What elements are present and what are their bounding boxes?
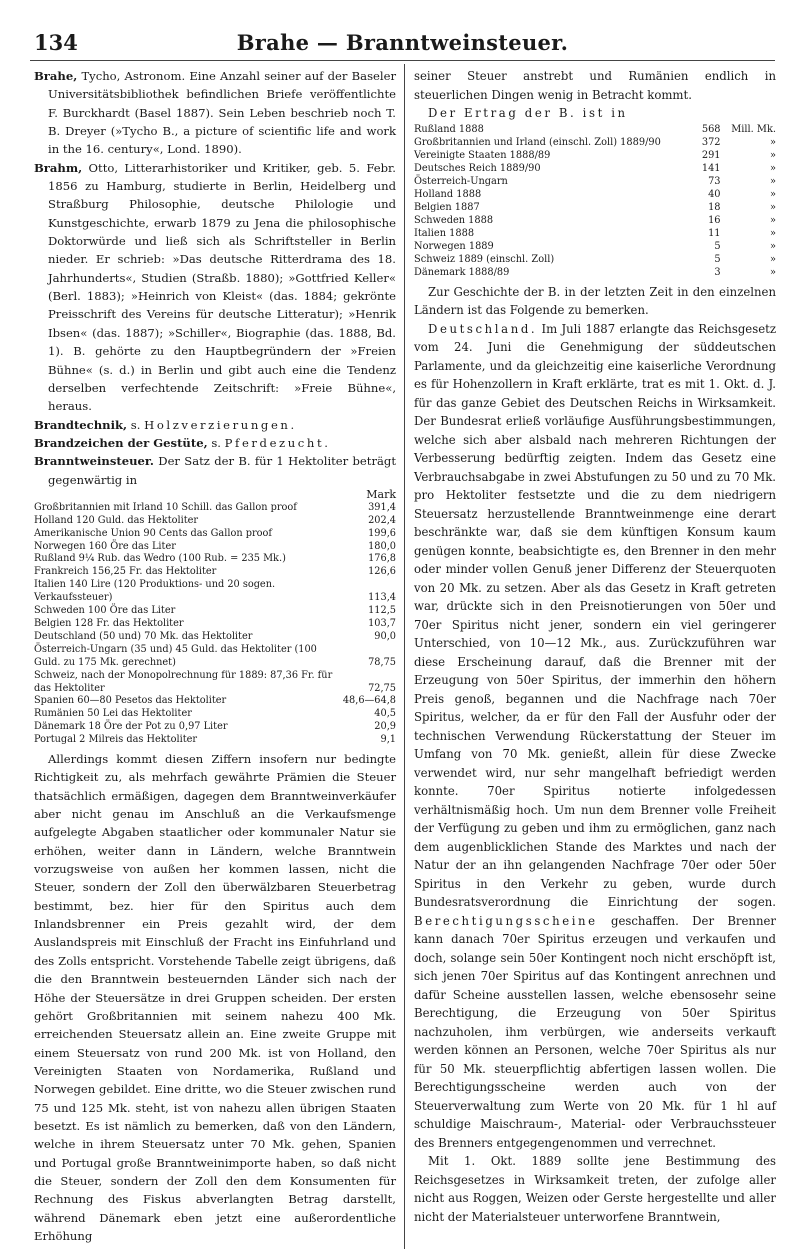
row-value: 40,5 <box>374 708 396 720</box>
row-label: Österreich-Ungarn (35 und) 45 Guld. das Hektoliter (100 Guld. zu 175 Mk. gerechnet) <box>34 643 317 668</box>
cross-reference: Pferdezucht <box>224 435 325 450</box>
spaced-term: Berechtigungsscheine <box>414 913 598 928</box>
row-unit: » <box>770 162 776 174</box>
row-unit: » <box>770 253 776 265</box>
entry-brahm <box>34 159 396 416</box>
row-label: Holland 120 Guld. das Hektoliter <box>34 514 199 526</box>
row-label: Frankreich 156,25 Fr. das Hektoliter <box>34 566 217 578</box>
row-label: Schweden 100 Öre das Liter <box>34 605 176 617</box>
table-row <box>414 201 776 214</box>
table-row <box>34 734 396 747</box>
row-value: 16 <box>708 214 721 226</box>
table-row <box>414 253 776 266</box>
paragraph-allerdings: Allerdings kommt diesen Ziffern insofern nur bedingte Richtigkeit zu, als mehrfach gewährte Prämien die Steuer thatsächlich ermäßigen, dagegen dem Branntweinverkäufer aber nicht genau im Anschluß an die Verkaufsmenge aufgelegte Abgaben staatlicher oder kommunaler Natur sie erhöhen, weiter dann in Ländern, welche Branntwein vorzugsweise von außen her kommen lassen, nicht die Steuer, sondern der Zoll den überwälzbaren Steuerbetrag bestimmt, bez. hier für den Spiritus auch dem Inlandsbrenner ein Preis gezahlt wird, der dem Auslandspreis mit Einschluß der Fracht ins Einfuhrland und des Zolls entspricht. Vorstehende Tabelle zeigt übrigens, daß die den Branntwein besteuernden Länder sich nach der Höhe der Steuersätze in drei Gruppen scheiden. Der ersten gehört Großbritannien mit seinem nahezu 400 Mk. erreichenden Steuersatz allein an. Eine zweite Gruppe mit einem Steuersatz von rund 200 Mk. ist von Holland, den Vereinigten Staaten von Nordamerika, Rußland und Norwegen gebildet. Eine dritte, wo die Steuer zwischen rund 75 und 125 Mk. steht, ist von nahezu allen übrigen Staaten besetzt. Es ist nämlich zu bemerken, daß von den Ländern, welche in ihrem Steuersatz unter 70 Mk. gehen, Spanien und Portugal große Branntweinimporte haben, so daß nicht die Steuer, sondern der Zoll den dem Konsumenten für Rechnung des Fiskus abverlangten Betrag darstellt, während Dänemark eben jetzt eine außerordentliche Erhöhung <box>34 752 396 1243</box>
table-row <box>34 515 396 528</box>
row-value: 72,75 <box>368 682 396 694</box>
row-unit: » <box>770 201 776 213</box>
row-label: Schweiz, nach der Monopolrechnung für 1889: 87,36 Fr. für das Hektoliter <box>34 669 333 694</box>
row-label: Rumänien 50 Lei das Hektoliter <box>34 708 192 720</box>
cross-reference: Holzverzierungen <box>144 417 291 432</box>
table-row <box>34 541 396 554</box>
row-unit: Mill. Mk. <box>731 123 776 135</box>
table-row <box>34 631 396 644</box>
table-row <box>414 266 776 279</box>
row-value: 20,9 <box>374 721 396 733</box>
table-row <box>34 644 396 670</box>
entry-text: Tycho, Astronom. Eine Anzahl seiner auf der Baseler Universitätsbibliothek befindlichen Briefe veröffentlichte F. Burckhardt (Basel 1887). Sein Leben beschrieb noch T. B. Dreyer (»Tycho B., a picture of scientific life and work in the 16. century«, Lond. 1890). <box>48 69 396 157</box>
table-row <box>414 136 776 149</box>
row-value: 5 <box>714 240 721 252</box>
table-row <box>34 670 396 696</box>
row-value: 78,75 <box>368 656 396 668</box>
row-label: Norwegen 1889 <box>414 240 494 252</box>
paragraph-okt-1889: Mit 1. Okt. 1889 sollte jene Bestimmung des Reichsgesetzes in Wirksamkeit treten, der zufolge aller nicht aus Roggen, Weizen oder Gerste hergestellte und aller nicht der Materialsteuer unterworfene Branntwein, <box>414 1154 776 1224</box>
left-column <box>34 67 396 1245</box>
table-row <box>414 188 776 201</box>
row-value: 103,7 <box>368 617 396 629</box>
row-label: Schweden 1888 <box>414 214 494 226</box>
row-label: Spanien 60—80 Pesetos das Hektoliter <box>34 695 227 707</box>
entry-term: Brandzeichen der Gestüte, <box>34 435 208 450</box>
table-row <box>414 175 776 188</box>
paragraph-deutschland: Deutschland. Im Juli 1887 erlangte das Reichsgesetz vom 24. Juni die Genehmigung der süddeutschen Parlamente, und da gleichzeitig eine kaiserliche Verordnung es für Hohenzollern in Kraft erklärte, trat es mit 1. Okt. d. J. für das ganze Gebiet des Deutschen Reichs in Wirksamkeit. Der Bundesrat erließ vorläufige Ausführungsbestimmungen, welche sich aber alsbald nach mehreren Richtungen der Verbesserung bedürftig zeigten. Indem das Gesetz eine Verbrauchsabgabe in zwei Abstufungen zu 50 und zu 70 Mk. pro Hektoliter festsetzte und die zu dem niedrigern Steuersatz herzustellende Branntweinmenge eine derart beschränkte war, daß sie dem künftigen Konsum kaum genügen konnte, beabsichtigte es, den Brenner in den mehr oder minder vollen Genuß jener Differenz der Steuerquoten von 20 Mk. zu setzen. Aber als das Gesetz in Kraft getreten war, drückte sich in den Preisnotierungen von 50er und 70er Spiritus nicht jener, sondern ein viel geringerer Unterschied, von 10—12 Mk., aus. Zurückzuführen war diese Erscheinung darauf, daß die Brenner mit der Erzeugung von 50er Spiritus, der immerhin den höhern Preis genoß, begannen und die Nachfrage nach 70er Spiritus, welcher, da er für den Fall der Ausfuhr oder der technischen Verwendung Rückerstattung der Steuer im Umfang von 70 Mk. genießt, allein für diese Zwecke verwendet wird, nur sehr mangelhaft befriedigt werden konnte. 70er Spiritus notierte infolgedessen verhältnismäßig hoch. Um nun dem Brenner volle Freiheit der Verfügung zu geben und ihm zu ermöglichen, ganz nach dem augenblicklichen Stande des Marktes und nach der Natur der an ihn gelangenden Nachfrage 70er oder 50er Spiritus in den Verkehr zu geben, wurde durch Bundesratsverordnung die Einrichtung der sogen. Berechtigungsscheine geschaffen. Der Brenner kann danach 70er Spiritus erzeugen und verkaufen und doch, solange sein 50er Kontingent noch nicht erschöpft ist, sich jenen 70er Spiritus auf das Kontingent anrechnen und dafür Scheine ausstellen lassen, welche ebensosehr seine Berechtigung, die Erzeugung von 50er Spiritus nachzuholen, ihm verbürgen, wie anderseits verkauft werden können an Personen, welche 70er Spiritus als nur für 50 Mk. steuerpflichtig abfertigen lassen wollen. Die Berechtigungsscheine werden auch von der Steuerverwaltung zum Werte von 20 Mk. für 1 hl auf schuldige Maischraum-, Material- oder Verbrauchssteuer des Brenners entgegengenommen und verrechnet. <box>414 321 776 1150</box>
table-row <box>34 605 396 618</box>
table-row <box>34 695 396 708</box>
table-row <box>414 240 776 253</box>
row-value: 73 <box>708 175 721 187</box>
row-value: 112,5 <box>368 605 396 617</box>
row-value: 202,4 <box>368 514 396 526</box>
row-label: Italien 140 Lire (120 Produktions- und 20 sogen. Verkaufssteuer) <box>34 579 276 604</box>
table-row <box>414 227 776 240</box>
row-value: 568 <box>701 123 721 135</box>
table-row <box>34 566 396 579</box>
row-label: Italien 1888 <box>414 227 475 239</box>
row-value: 11 <box>708 227 721 239</box>
row-label: Belgien 128 Fr. das Hektoliter <box>34 617 184 629</box>
entry-brandzeichen: Brandzeichen der Gestüte, s. Pferdezucht. <box>34 435 328 450</box>
table-row <box>34 553 396 566</box>
row-value: 5 <box>714 253 721 265</box>
row-unit: » <box>770 227 776 239</box>
row-label: Amerikanische Union 90 Cents das Gallon proof <box>34 527 272 539</box>
row-label: Dänemark 1888/89 <box>414 266 510 278</box>
row-value: 141 <box>701 162 721 174</box>
row-value: 3 <box>714 266 721 278</box>
row-label: Österreich-Ungarn <box>414 175 508 187</box>
row-value: 391,4 <box>368 501 396 513</box>
row-unit: » <box>770 175 776 187</box>
row-value: 176,8 <box>368 553 396 565</box>
row-unit: » <box>770 188 776 200</box>
table-row <box>414 214 776 227</box>
page-header <box>30 30 775 60</box>
row-label: Holland 1888 <box>414 188 482 200</box>
tax-rate-table <box>34 489 396 747</box>
paragraph-continuation: seiner Steuer anstrebt und Rumänien endlich in steuerlichen Dingen wenig in Betracht kommt. <box>414 69 776 102</box>
row-value: 113,4 <box>368 592 396 604</box>
row-value: 40 <box>708 188 721 200</box>
table-row <box>414 123 776 136</box>
row-label: Deutsches Reich 1889/90 <box>414 162 541 174</box>
row-label: Norwegen 160 Öre das Liter <box>34 540 176 552</box>
table-row <box>414 162 776 175</box>
row-value: 180,0 <box>368 540 396 552</box>
row-value: 9,1 <box>380 734 396 746</box>
entry-term: Brahm, <box>34 160 83 175</box>
table-row <box>34 502 396 515</box>
table-row <box>34 618 396 631</box>
row-value: 126,6 <box>368 566 396 578</box>
entry-term: Branntweinsteuer. <box>34 454 154 469</box>
page-number: 134 <box>34 30 78 55</box>
row-label: Großbritannien mit Irland 10 Schill. das Gallon proof <box>34 501 297 513</box>
column-divider <box>404 64 405 1249</box>
row-unit: » <box>770 149 776 161</box>
row-unit: » <box>770 214 776 226</box>
unit-header: Mark <box>366 487 396 501</box>
entry-term: Brahe, <box>34 69 78 83</box>
row-label: Dänemark 18 Öre der Pot zu 0,97 Liter <box>34 721 228 733</box>
row-value: 291 <box>701 149 721 161</box>
section-term: Deutschland. <box>428 321 538 336</box>
row-label: Deutschland (50 und) 70 Mk. das Hektoliter <box>34 630 253 642</box>
entry-text: Der Satz der B. für 1 Hektoliter beträgt gegenwärtig in <box>48 454 396 487</box>
entry-brahe <box>34 67 396 159</box>
row-unit: » <box>770 266 776 278</box>
row-label: Rußland 9¼ Rub. das Wedro (100 Rub. = 235 Mk.) <box>34 553 286 565</box>
running-title: Brahe — Branntweinsteuer. <box>236 30 569 55</box>
table-row <box>34 528 396 541</box>
row-label: Vereinigte Staaten 1888/89 <box>414 149 551 161</box>
entry-term: Brandtechnik, <box>34 417 128 432</box>
right-column <box>414 67 776 1226</box>
row-label: Portugal 2 Milreis das Hektoliter <box>34 734 198 746</box>
row-unit: » <box>770 240 776 252</box>
row-label: Rußland 1888 <box>414 123 484 135</box>
row-value: 90,0 <box>374 630 396 642</box>
row-label: Belgien 1887 <box>414 201 480 213</box>
revenue-table <box>414 123 776 279</box>
row-label: Großbritannien und Irland (einschl. Zoll) 1889/90 <box>414 136 661 148</box>
entry-text: Otto, Litterarhistoriker und Kritiker, geb. 5. Febr. 1856 zu Hamburg, studierte in Berlin, Heidelberg und Straßburg Philosophie, deutsche Philologie und Kunstgeschichte, erwarb 1879 zu Jena die philosophische Doktorwürde und ließ sich als Schriftsteller in Berlin nieder. Er schrieb: »Das deutsche Ritterdrama des 18. Jahrhunderts«, Studien (Straßb. 1880); »Gottfried Keller« (Berl. 1883); »Heinrich von Kleist« (das. 1884; gekrönte Preisschrift des Vereins für deutsche Litteratur); »Henrik Ibsen« (das. 1887); »Schiller«, Biographie (das. 1888, Bd. 1). B. gehörte zu den Hauptbegründern der »Freien Bühne« (s. d.) in Berlin und gibt auch eine die Tendenz derselben verfechtende Zeitschrift: »Freie Bühne«, heraus. <box>48 160 396 414</box>
entry-branntweinsteuer <box>34 452 396 489</box>
table-row <box>34 579 396 605</box>
table-row <box>414 149 776 162</box>
paragraph-geschichte: Zur Geschichte der B. in der letzten Zeit in den einzelnen Ländern ist das Folgende zu bemerken. <box>414 284 776 317</box>
row-value: 48,6—64,8 <box>342 695 396 707</box>
table-row <box>34 708 396 721</box>
row-label: Schweiz 1889 (einschl. Zoll) <box>414 253 555 265</box>
revenue-table-lead: Der Ertrag der B. ist in <box>428 106 628 120</box>
table-row <box>34 721 396 734</box>
row-value: 199,6 <box>368 527 396 539</box>
row-value: 18 <box>708 201 721 213</box>
row-unit: » <box>770 136 776 148</box>
entry-brandtechnik: Brandtechnik, s. Holzverzierungen. <box>34 417 295 432</box>
row-value: 372 <box>701 136 721 148</box>
header-rule <box>30 60 775 61</box>
